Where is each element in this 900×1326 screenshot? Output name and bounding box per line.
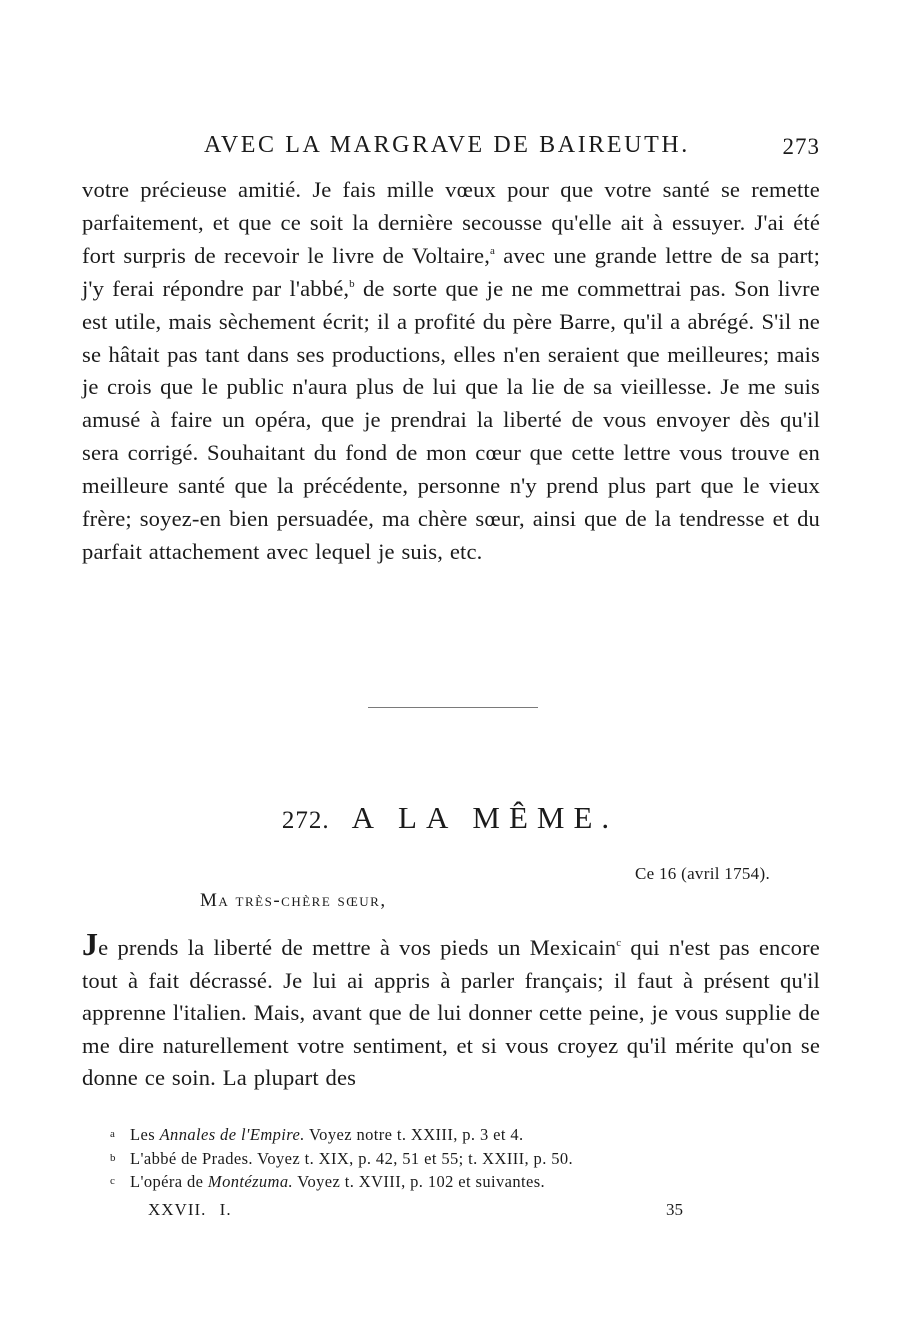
footnote-ref-a[interactable]: a	[490, 244, 496, 257]
footnote-title: Annales de l'Empire.	[159, 1125, 305, 1144]
sheet-number: 35	[666, 1200, 683, 1219]
footnote-text: L'opéra de	[130, 1172, 208, 1191]
drop-cap: J	[82, 926, 99, 962]
footnote-text: L'abbé de Prades. Voyez t. XIX, p. 42, 51 et 55; t. XXIII, p. 50.	[130, 1148, 574, 1168]
letter-body	[82, 928, 820, 1095]
running-title: AVEC LA MARGRAVE DE BAIREUTH.	[204, 132, 690, 158]
text-segment: qui n'est pas encore tout à fait décrassé. Je lui ai appris à parler français; il faut à présent qu'il apprenne l'italien. Mais, avant que de lui donner cette peine, je vous supplie de me dire naturellement votre sentiment, et si vous croyez qu'il mérite qu'on se donne ce soin. La plupart des	[82, 935, 820, 1090]
volume-number: XXVII.	[148, 1200, 207, 1219]
running-head	[82, 132, 820, 162]
text-segment: de sorte que je ne me commettrai pas. Son livre est utile, mais sèchement écrit; il a profité du père Barre, qu'il a abrégé. S'il ne se hâtait pas tant dans ses productions, elles n'en seraient que meilleures; mais je crois que le public n'aura plus de lui que la lie de sa vieillesse. Je me suis amusé à faire un opéra, que je prendrai la liberté de vous envoyer dès qu'il sera corrigé. Souhaitant du fond de mon cœur que cette lettre vous trouve en meilleure santé que la précédente, personne n'y prend plus part que le vieux frère; soyez-en bien persuadée, ma chère sœur, ainsi que de la tendresse et du parfait attachement avec lequel je suis, etc.	[82, 275, 820, 564]
printer-signature	[148, 1200, 232, 1220]
continued-paragraph	[82, 174, 820, 569]
footnote-title: Montézuma.	[207, 1172, 294, 1191]
text-segment: votre précieuse amitié. Je fais mille vœux pour que votre santé se remette parfaitement, et que ce soit la dernière secousse qu'elle ait à essuyer. J'ai été fort surpris de recevoir le livre de Voltaire,	[82, 177, 820, 268]
text-segment: avec une grande lettre de sa part; j'y ferai répondre par l'abbé,	[82, 242, 820, 301]
footnote-mark: c	[110, 1175, 116, 1187]
footnote-mark: a	[110, 1128, 116, 1140]
footnote-mark: b	[110, 1151, 116, 1164]
letter-title: A LA MÊME.	[351, 800, 619, 835]
footnote-text: Les	[130, 1125, 160, 1144]
letter-paragraph	[82, 928, 820, 1095]
footnote	[110, 1123, 810, 1147]
letter-number: 272.	[281, 807, 330, 834]
page-number: 273	[782, 134, 820, 159]
volume-part: I.	[219, 1200, 232, 1219]
footnote-ref-b[interactable]: b	[349, 277, 355, 290]
section-divider	[368, 707, 538, 708]
text-segment: e prends la liberté de mettre à vos pieds un Mexicain	[98, 935, 617, 960]
letter-heading	[0, 800, 900, 836]
salutation: Ma très-chère sœur,	[200, 890, 387, 911]
dateline: Ce 16 (avril 1754).	[634, 864, 770, 883]
continued-letter	[82, 174, 820, 569]
footnote-ref-c[interactable]: c	[616, 937, 622, 949]
footnote	[110, 1147, 810, 1171]
footnotes	[110, 1123, 810, 1194]
footnote-text: Voyez notre t. XXIII, p. 3 et 4.	[304, 1125, 524, 1144]
footnote-text: Voyez t. XVIII, p. 102 et suivantes.	[293, 1172, 546, 1191]
footnote	[110, 1170, 810, 1194]
